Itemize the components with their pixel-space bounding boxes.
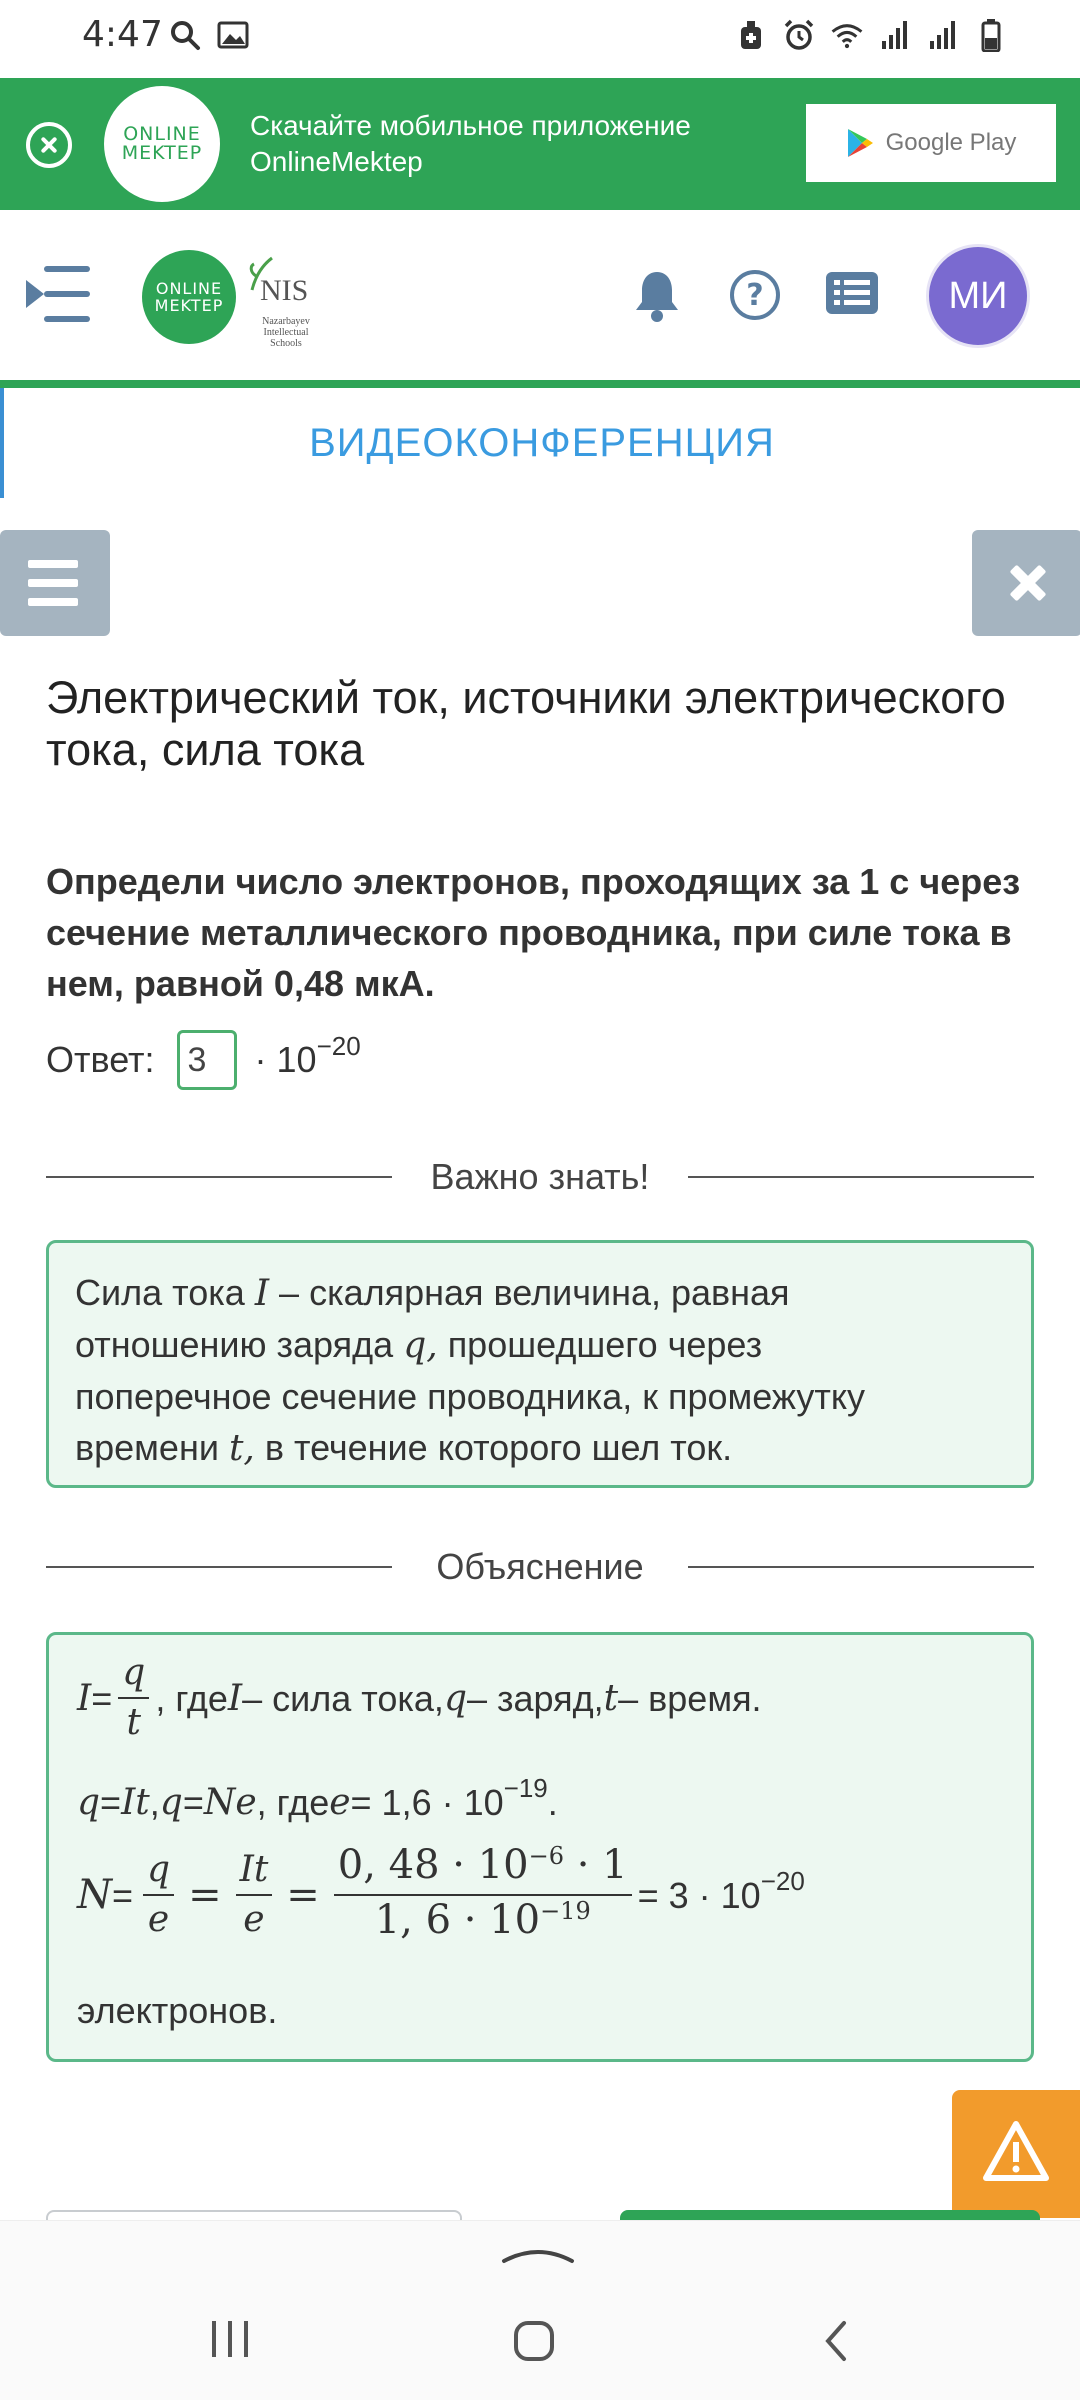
question-text: Определи число электронов, проходящих за 1 с через сечение металлического проводника, при силе тока в нем, равной 0,48 мкА. — [46, 861, 1021, 1004]
status-time: 4:47 — [82, 14, 163, 55]
chevron-up-icon[interactable] — [500, 2241, 576, 2270]
fraction: $\frac{0, 48 \cdot 10^{-6} \cdot 1}{1, 6 \cdot 10^{-19}}$ — [334, 1841, 632, 1949]
formula-electrons: N = $\frac{q}{e}$ = $\frac{It}{e}$ = $\frac{0, 48 \cdot 10^{-6} \cdot 1}{1, 6 \cdot 10^{-19}}$ = 3 · 10 −20 — [77, 1841, 805, 1949]
home-icon[interactable] — [512, 2319, 556, 2368]
status-bar — [0, 0, 1080, 78]
explanation-heading: Объяснение — [436, 1546, 644, 1587]
alarm-icon — [782, 18, 816, 52]
logo-line: ONLINE — [155, 279, 223, 298]
videoconference-link[interactable]: ВИДЕОКОНФЕРЕНЦИЯ — [0, 388, 1080, 498]
lesson-title: Электрический ток, источники электрического тока, сила тока — [46, 672, 1006, 775]
onlinemektep-logo[interactable] — [142, 250, 236, 344]
app-download-banner — [0, 78, 1080, 210]
fraction: $\frac{q}{t}$ — [118, 1649, 149, 1747]
banner-text-line: Скачайте мобильное приложение — [250, 110, 691, 141]
nis-sub: Intellectual — [263, 327, 309, 338]
list-icon[interactable] — [824, 268, 880, 323]
back-icon[interactable] — [822, 2319, 852, 2368]
fraction: $\frac{It}{e}$ — [236, 1846, 273, 1944]
logo-line: MEKTEP — [121, 142, 203, 164]
report-warning-button[interactable] — [952, 2090, 1080, 2218]
important-line: Сила тока I – скалярная величина, равная — [75, 1272, 790, 1314]
battery-icon — [974, 18, 1008, 52]
signal-icon — [926, 18, 960, 52]
close-banner-icon[interactable] — [26, 122, 72, 168]
formula-current: I = $\frac{q}{t}$ , где I – сила тока, q – заряд, t – время. — [77, 1649, 762, 1747]
important-heading: Важно знать! — [430, 1156, 650, 1197]
avatar[interactable]: МИ — [926, 244, 1030, 348]
vpn-icon — [734, 18, 768, 52]
image-icon — [216, 18, 250, 52]
header-divider — [0, 380, 1080, 388]
logo-line: ONLINE — [123, 123, 201, 145]
onlinemektep-logo — [104, 86, 220, 202]
system-navigation-bar — [0, 2220, 1080, 2400]
formula-charge: q = It , q = Ne , где e = 1,6 · 10 −19 . — [77, 1773, 558, 1823]
logo-line: MEKTEP — [154, 296, 224, 315]
nis-label: NIS — [260, 274, 309, 307]
help-icon[interactable] — [728, 268, 782, 327]
explanation-box — [46, 1632, 1034, 2062]
explanation-divider — [46, 1546, 1034, 1586]
nis-sub: Nazarbayev — [262, 316, 310, 327]
important-line: отношению заряда q, прошедшего через — [75, 1324, 763, 1366]
answer-row — [46, 1030, 361, 1090]
fraction: $\frac{q}{e}$ — [143, 1846, 174, 1944]
recent-apps-icon[interactable] — [208, 2319, 252, 2364]
google-play-button[interactable] — [806, 104, 1056, 182]
lesson-menu-button[interactable] — [0, 530, 110, 636]
app-header — [0, 210, 1080, 380]
important-line: времени t, в течение которого шел ток. — [75, 1427, 733, 1469]
answer-label: Ответ: — [46, 1039, 155, 1080]
sidebar-toggle-icon[interactable] — [26, 266, 90, 322]
answer-suffix: · 10 — [254, 1039, 317, 1080]
banner-text-line: OnlineMektep — [250, 146, 423, 177]
search-icon — [168, 18, 202, 52]
important-box — [46, 1240, 1034, 1488]
google-play-label: Google Play — [885, 129, 1017, 156]
important-divider — [46, 1156, 1034, 1196]
warning-icon — [982, 2120, 1050, 2182]
wifi-icon — [830, 18, 864, 52]
close-lesson-button[interactable] — [972, 530, 1080, 636]
svg-text:?: ? — [746, 278, 764, 313]
answer-exponent: −20 — [316, 1030, 361, 1061]
nis-sub: Schools — [270, 338, 302, 349]
signal-icon — [878, 18, 912, 52]
important-line: поперечное сечение проводника, к промежутку — [75, 1376, 866, 1417]
bell-icon[interactable] — [632, 268, 682, 329]
answer-input[interactable]: 3 — [177, 1030, 237, 1090]
formula-unit: электронов. — [77, 1990, 278, 2031]
nis-logo — [246, 252, 326, 349]
banner-text — [250, 108, 691, 180]
google-play-icon — [846, 127, 874, 159]
